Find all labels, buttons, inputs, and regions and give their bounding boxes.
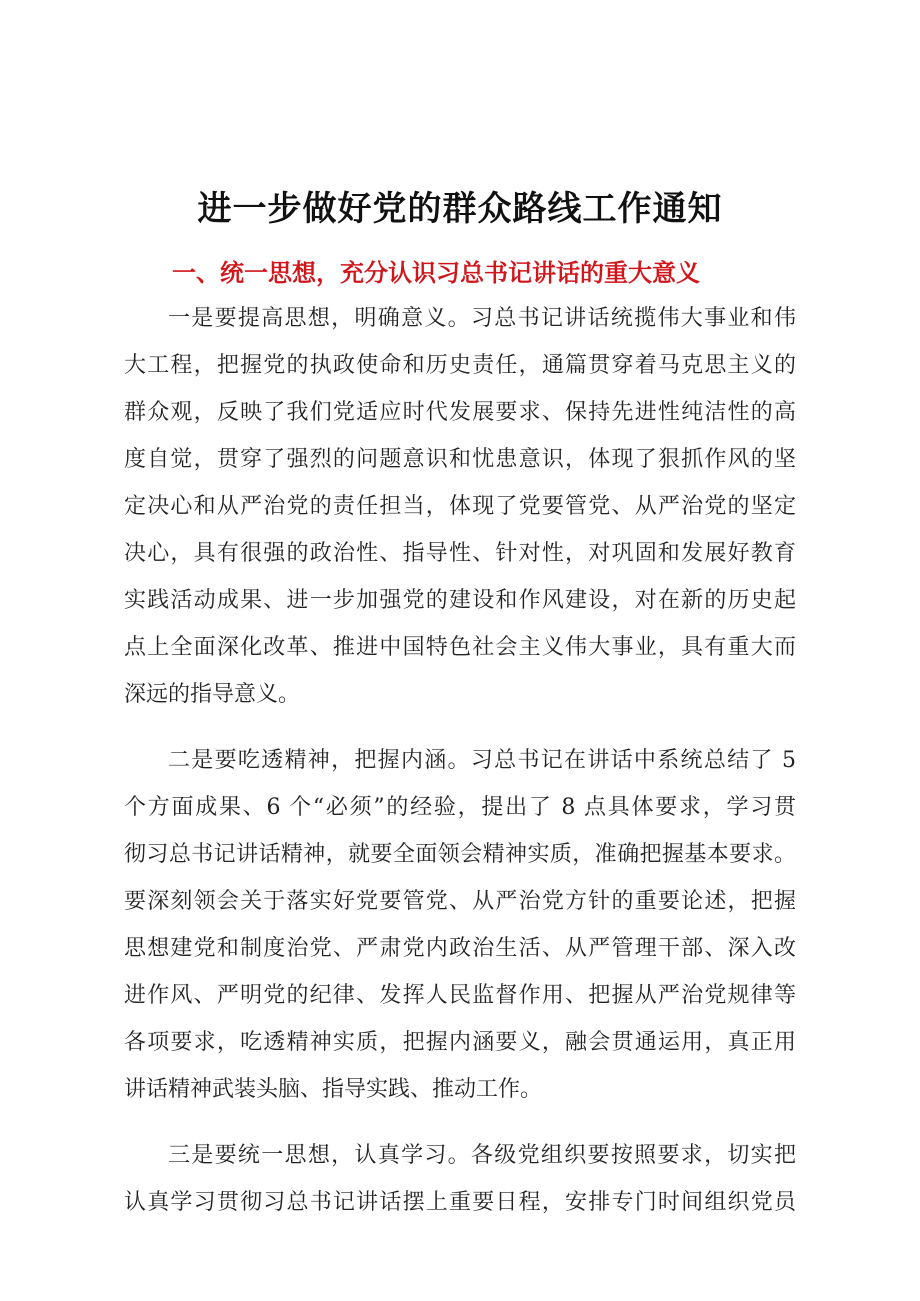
text-line: 各项要求，吃透精神实质，把握内涵要义，融会贯通运用，真正用 xyxy=(124,1030,796,1055)
section-heading: 一、统一思想，充分认识习总书记讲话的重大意义 xyxy=(172,259,700,287)
text-line: 进作风、严明党的纪律、发挥人民监督作用、把握从严治党规律等 xyxy=(124,983,796,1008)
text-line: 个方面成果、6 个“必须”的经验，提出了 8 点具体要求，学习贯 xyxy=(124,795,796,820)
text-line: 一是要提高思想，明确意义。习总书记讲话统揽伟大事业和伟 xyxy=(168,306,796,331)
text-line: 认真学习贯彻习总书记讲话摆上重要日程，安排专门时间组织党员 xyxy=(124,1190,796,1215)
text-line: 度自觉，贯穿了强烈的问题意识和忧患意识，体现了狠抓作风的坚 xyxy=(124,447,796,472)
text-line: 要深刻领会关于落实好党要管党、从严治党方针的重要论述，把握 xyxy=(124,889,796,914)
document-title: 进一步做好党的群众路线工作通知 xyxy=(197,189,723,229)
text-line: 实践活动成果、进一步加强党的建设和作风建设，对在新的历史起 xyxy=(124,588,796,613)
paragraph-1 xyxy=(124,295,796,718)
paragraph-3 xyxy=(124,1132,796,1226)
document-body xyxy=(124,295,796,1245)
text-line: 深远的指导意义。 xyxy=(124,682,301,707)
text-line: 思想建党和制度治党、严肃党内政治生活、从严管理干部、深入改 xyxy=(124,936,796,961)
text-line: 讲话精神武装头脑、指导实践、推动工作。 xyxy=(124,1077,543,1102)
text-line: 大工程，把握党的执政使命和历史责任，通篇贯穿着马克思主义的 xyxy=(124,353,796,378)
paragraph-2 xyxy=(124,737,796,1113)
text-line: 决心，具有很强的政治性、指导性、针对性，对巩固和发展好教育 xyxy=(124,541,796,566)
text-line: 定决心和从严治党的责任担当，体现了党要管党、从严治党的坚定 xyxy=(124,494,796,519)
text-line: 彻习总书记讲话精神，就要全面领会精神实质，准确把握基本要求。 xyxy=(124,842,796,867)
text-line: 三是要统一思想，认真学习。各级党组织要按照要求，切实把 xyxy=(168,1143,796,1168)
text-line: 二是要吃透精神，把握内涵。习总书记在讲话中系统总结了 5 xyxy=(168,748,796,773)
text-line: 点上全面深化改革、推进中国特色社会主义伟大事业，具有重大而 xyxy=(124,635,796,660)
text-line: 群众观，反映了我们党适应时代发展要求、保持先进性纯洁性的高 xyxy=(124,400,796,425)
